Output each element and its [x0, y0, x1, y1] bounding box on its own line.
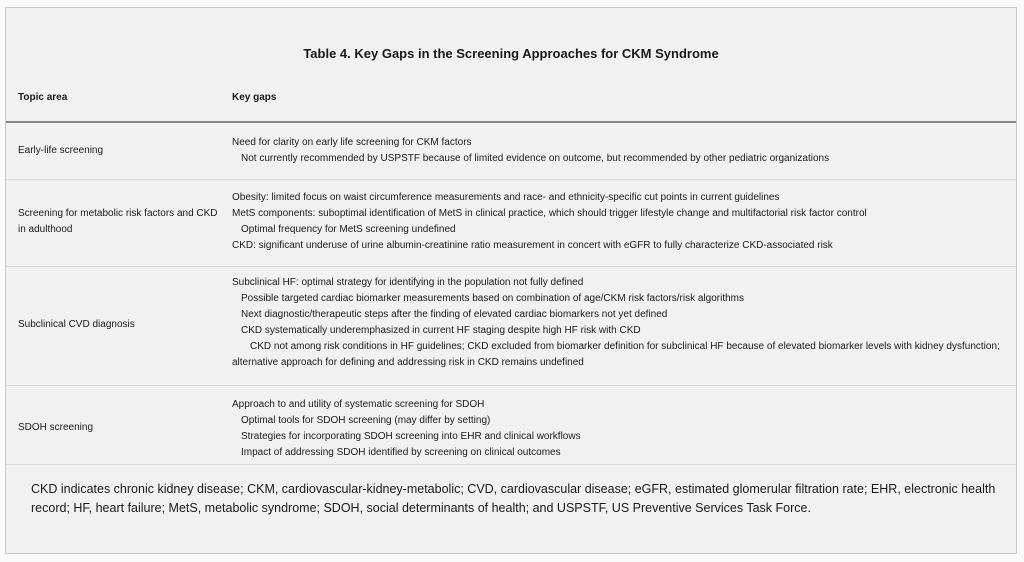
table-container — [5, 7, 1017, 554]
table-header-row — [6, 89, 1016, 123]
gap-subitem: Optimal frequency for MetS screening undefined — [241, 224, 456, 235]
table-row — [6, 386, 1016, 465]
gap-subitem: Impact of addressing SDOH identified by screening on clinical outcomes — [241, 447, 561, 458]
gap-subitem: Not currently recommended by USPSTF because of limited evidence on outcome, but recommended by other pediatric organizations — [241, 153, 830, 164]
gap-item: CKD: significant underuse of urine albumin-creatinine ratio measurement in concert with eGFR to fully characterize CKD-associated risk — [232, 240, 833, 251]
gaps-cell — [232, 135, 1004, 167]
gap-item: Obesity: limited focus on waist circumference measurements and race- and ethnicity-specific cut points in current guidelines — [232, 192, 780, 203]
gaps-cell — [232, 275, 1004, 371]
gap-item: Need for clarity on early life screening for CKM factors — [232, 137, 472, 148]
gap-subitem: Optimal tools for SDOH screening (may differ by setting) — [241, 415, 491, 426]
gap-item: Approach to and utility of systematic screening for SDOH — [232, 399, 485, 410]
table-row — [6, 180, 1016, 267]
table-row — [6, 123, 1016, 180]
gaps-cell — [232, 397, 1004, 461]
header-key-gaps: Key gaps — [232, 92, 277, 103]
gap-subitem: Next diagnostic/therapeutic steps after the finding of elevated cardiac biomarkers not yet defined — [241, 309, 668, 320]
topic-cell: Early-life screening — [18, 145, 104, 156]
header-topic-area: Topic area — [18, 92, 68, 103]
gap-item: Subclinical HF: optimal strategy for identifying in the population not fully defined — [232, 277, 584, 288]
table-title: Table 4. Key Gaps in the Screening Approaches for CKM Syndrome — [303, 46, 719, 61]
topic-cell: SDOH screening — [18, 422, 94, 433]
gap-subitem: CKD systematically underemphasized in current HF staging despite high HF risk with CKD — [241, 325, 641, 336]
table-row — [6, 267, 1016, 386]
topic-cell: Subclinical CVD diagnosis — [18, 319, 135, 330]
gap-subsubitem: CKD not among risk conditions in HF guidelines; CKD excluded from biomarker definition for subclinical HF because of elevated biomarker levels with kidney dysfunction; alternative approach for defining and addressing risk in CKD remains undefined — [232, 341, 1000, 368]
topic-cell: Screening for metabolic risk factors and CKD in adulthood — [18, 208, 218, 235]
gaps-cell — [232, 190, 1004, 254]
gap-subitem: Strategies for incorporating SDOH screening into EHR and clinical workflows — [241, 431, 581, 442]
gap-subitem: Possible targeted cardiac biomarker measurements based on combination of age/CKM risk factors/risk algorithms — [241, 293, 744, 304]
gap-item: MetS components: suboptimal identification of MetS in clinical practice, which should trigger lifestyle change and multifactorial risk factor control — [232, 208, 867, 219]
table-footnote: CKD indicates chronic kidney disease; CKM, cardiovascular-kidney-metabolic; CVD, cardiovascular disease; eGFR, estimated glomerular filtration rate; EHR, electronic health record; HF, heart failure; MetS, metabolic syndrome; SDOH, social determinants of health; and USPSTF, US Preventive Services Task Force. — [31, 482, 996, 515]
